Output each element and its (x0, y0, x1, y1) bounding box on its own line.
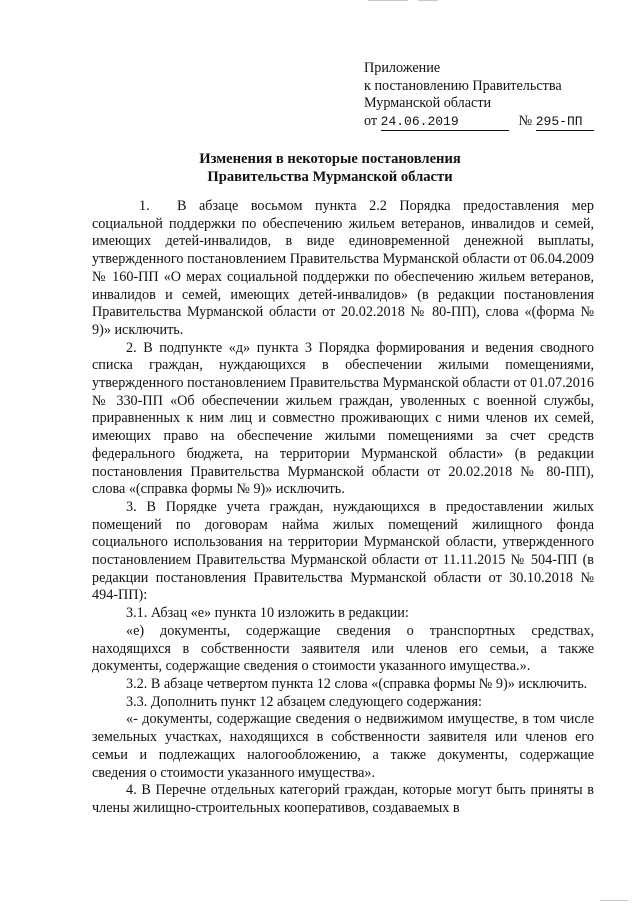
paragraph-2: 2. В подпункте «д» пункта 3 Порядка формирования и ведения сводного списка граждан, нуждающихся в обеспечении жилыми помещениями, утвержденного постановлением Правительства Мурманской области от 01.07.2016 № 330-ПП «Об обеспечении жильем граждан, уволенных с военной службы, приравненных к ним лиц и совместно проживающих с ними членов их семей, имеющих право на обеспечение жилыми помещениями за счет средств федерального бюджета, на территории Мурманской области» (в редакции постановления Правительства Мурманской области от 20.02.2018 № 80-ПП), слова «(справка формы № 9)» исключить. (92, 339, 594, 498)
title-line-2: Правительства Мурманской области (207, 169, 453, 185)
paragraph-3-1-quote: «е) документы, содержащие сведения о транспортных средствах, находящихся в собственности заявителя или членов его семьи, а также документы, содержащие сведения о стоимости указанного имущества.». (92, 622, 594, 675)
document-body (92, 198, 594, 818)
paragraph-3-1: 3.1. Абзац «е» пункта 10 изложить в редакции: (126, 605, 409, 622)
annex-no-label: № (518, 112, 533, 129)
paragraph-3-2: 3.2. В абзаце четвертом пункта 12 слова «(справка формы № 9)» исключить. (126, 675, 588, 692)
scan-edge-mark (368, 0, 408, 1)
paragraph-1-number: 1. (139, 198, 150, 214)
paragraph-3-3: 3.3. Дополнить пункт 12 абзацем следующего содержания: (126, 693, 482, 710)
title-line-1: Изменения в некоторые постановления (199, 151, 461, 167)
scan-edge-mark (600, 900, 628, 901)
annex-date: 24.06.2019 (381, 113, 509, 132)
paragraph-4: 4. В Перечне отдельных категорий граждан, которые могут быть приняты в члены жилищно-строительных кооперативов, создаваемых в (92, 782, 594, 816)
paragraph-3: 3. В Порядке учета граждан, нуждающихся в предоставлении жилых помещений по договорам найма жилых помещений жилищного фонда социального использования на территории Мурманской области, утвержденного постановлением Правительства Мурманской области от 11.11.2015 № 504-ПП (в редакции постановления Правительства Мурманской области от 30.10.2018 № 494-ПП): (92, 498, 594, 604)
annex-label: Приложение (364, 60, 441, 76)
annex-resolution-ref: к постановлению Правительства (364, 77, 562, 94)
paragraph-1-text: В абзаце восьмом пункта 2.2 Порядка предоставления мер социальной поддержки по обеспечению жильем ветеранов, инвалидов и семей, имеющих детей-инвалидов, в виде единовременной денежной выплаты, утвержденного постановлением Правительства Мурманской области от 06.04.2009 № 160-ПП «О мерах социальной поддержки по обеспечению жильем ветеранов, инвалидов и семей, имеющих детей-инвалидов» (в редакции постановления Правительства Мурманской области от 20.02.2018 № 80-ПП), слова «(форма № 9)» исключить. (92, 198, 594, 338)
annex-header (364, 60, 614, 131)
annex-region: Мурманской области (364, 95, 492, 112)
document-title (90, 150, 570, 186)
paragraph-3-3-quote: «- документы, содержащие сведения о недвижимом имуществе, в том числе земельных участках, находящихся в собственности заявителя или членов его семьи и подлежащих налогообложению, а также документы, содержащие сведения о стоимости указанного имущества». (92, 711, 594, 781)
annex-ot-label: от (364, 112, 378, 129)
scan-edge-mark (418, 0, 438, 1)
paragraph-1 (92, 198, 594, 340)
annex-number: 295-ПП (536, 113, 594, 132)
annex-date-number (364, 113, 614, 132)
